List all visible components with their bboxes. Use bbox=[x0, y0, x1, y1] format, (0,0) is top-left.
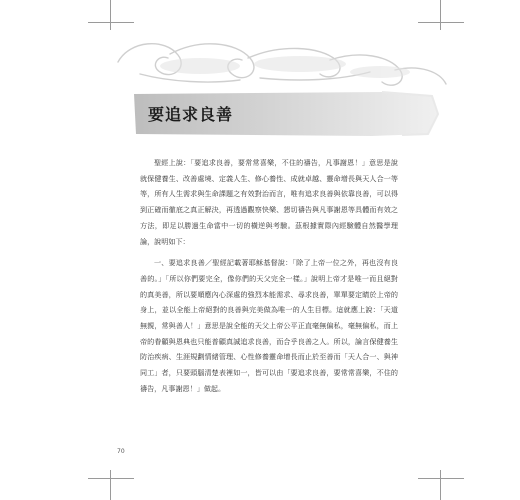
page-number: 70 bbox=[117, 448, 125, 455]
crop-mark bbox=[418, 478, 464, 479]
crop-mark bbox=[88, 478, 134, 479]
crop-mark bbox=[110, 470, 111, 500]
page-title: 要追求良善 bbox=[148, 105, 234, 124]
paragraph: 聖經上說：「要追求良善，要常常喜樂，不住的禱告，凡事謝恩！」意思是說就保健養生、改善處境、定義人生、修心養性、成就卓越、靈命增長與天人合一等等，所有人生需求與生命課題之有效對治而言，唯有追求良善與依靠良善，可以得到正確而徹底之真正解決，再透過觀察快樂、懇切禱告與凡事謝恩等具體而有效之方法，即足以勝過生命當中一切的橫逆與考驗。茲根據實際內經驗體自然醫學理論，說明如下： bbox=[140, 158, 398, 246]
crop-mark bbox=[440, 470, 441, 500]
paragraph: 一、要追求良善／聖經記載著耶穌基督說：「除了上帝一位之外，再也沒有良善的。」「所以你們要完全，像你們的天父完全一樣。」說明上帝才是唯一而且絕對的真美善，所以要順應內心深處的強烈本能需求、尋求良善，單單要定睛於上帝的身上，並以全能上帝絕對的良善與完美做為唯一的人生目標。這就應上說：「天道無親，常與善人！」意思是說全能的天父上帝公平正直毫無偏私，毫無偏私，而上帝的眷顧與恩典也只能普顧真誠追求良善，而合乎良善之人。所以，論言保健養生防治疾病、生涯規劃情緒管理、心性修養靈命增長而止於至善而「天人合一、與神同工」者，只要頭腦清楚表裡如一，皆可以由「要追求良善，要常常喜樂，不住的禱告，凡事謝恩！」做起。 bbox=[140, 258, 398, 393]
body-text bbox=[140, 155, 398, 403]
title-banner bbox=[132, 88, 442, 140]
